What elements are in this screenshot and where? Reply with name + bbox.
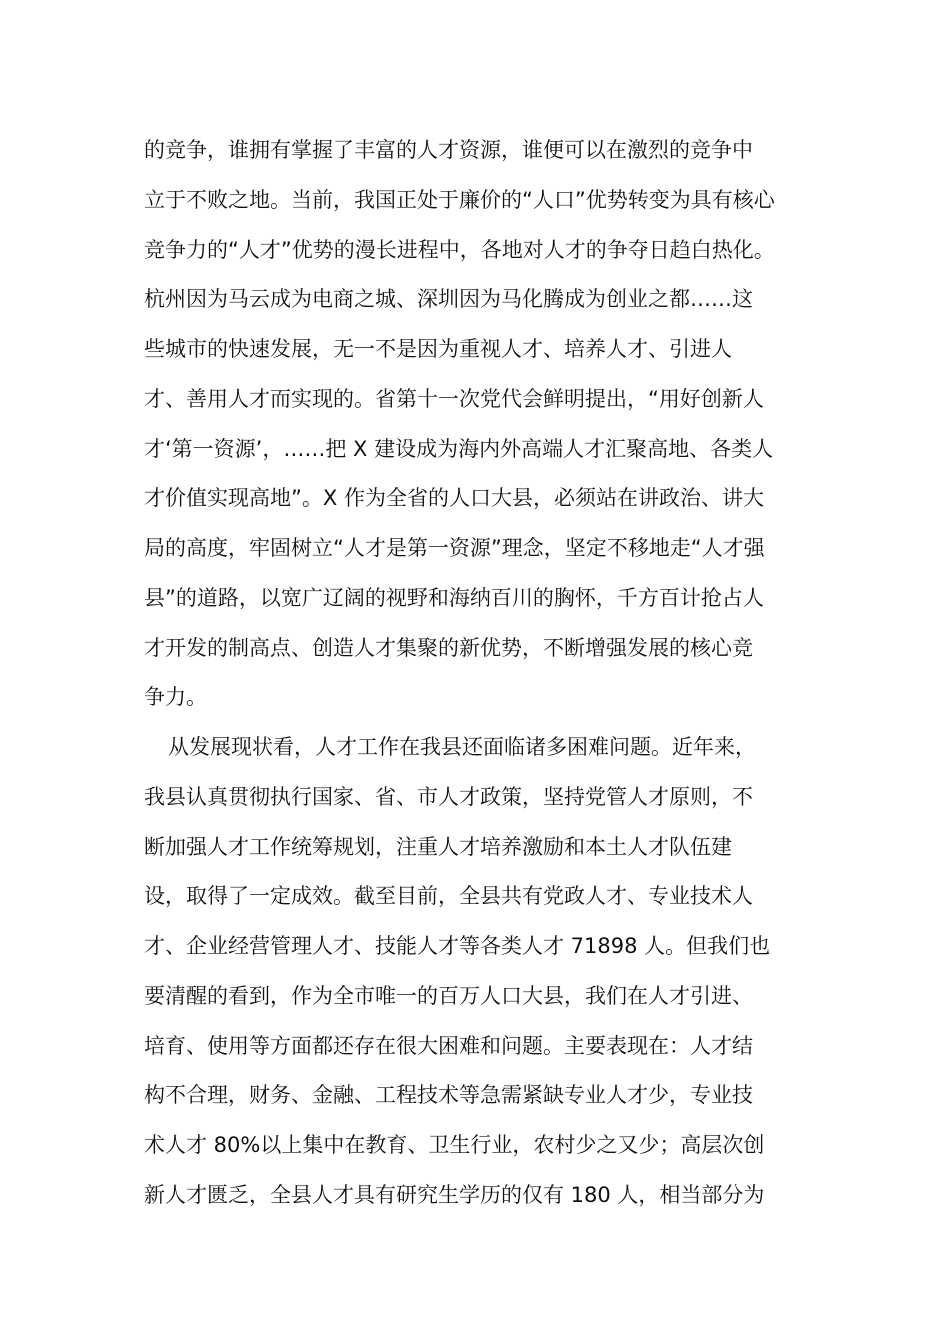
text-line: 些城市的快速发展，无一不是因为重视人才、培养人才、引进人 — [144, 337, 732, 361]
text-line: 从发展现状看，人才工作在我县还面临诸多困难问题。近年来， — [168, 735, 756, 759]
text-line: 局的高度，牢固树立“人才是第一资源”理念，坚定不移地走“人才强 — [144, 536, 765, 560]
text-line: 术人才 80%以上集中在教育、卫生行业，农村少之又少；高层次创 — [144, 1133, 765, 1157]
text-line: 的竞争，谁拥有掌握了丰富的人才资源，谁便可以在激烈的竞争中 — [144, 138, 753, 162]
text-line: 竞争力的“人才”优势的漫长进程中，各地对人才的争夺日趋白热化。 — [144, 237, 775, 262]
text-line: 断加强人才工作统筹规划，注重人才培养激励和本土人才队伍建 — [144, 834, 732, 859]
body-text — [144, 126, 808, 1221]
paragraph-2 — [144, 723, 808, 1221]
text-line: 才、企业经营管理人才、技能人才等各类人才 71898 人。但我们也 — [144, 934, 771, 958]
text-line: 才开发的制高点、创造人才集聚的新优势，不断增强发展的核心竞 — [144, 635, 753, 660]
text-line: 培育、使用等方面都还存在很大困难和问题。主要表现在：人才结 — [144, 1033, 753, 1058]
text-line: 才、善用人才而实现的。省第十一次党代会鲜明提出，“用好创新人 — [144, 386, 764, 411]
text-line: 立于不败之地。当前，我国正处于廉价的“人口”优势转变为具有核心 — [144, 187, 775, 212]
text-line: 设，取得了一定成效。截至目前，全县共有党政人才、专业技术人 — [144, 884, 753, 909]
text-line: 县”的道路，以宽广辽阔的视野和海纳百川的胸怀，千方百计抢占人 — [144, 585, 764, 610]
text-line: 才‘第一资源’，……把 X 建设成为海内外高端人才汇聚高地、各类人 — [144, 436, 774, 461]
paragraph-1 — [144, 126, 808, 723]
text-line: 争力。 — [144, 685, 207, 710]
text-line: 我县认真贯彻执行国家、省、市人才政策，坚持党管人才原则，不 — [144, 784, 753, 809]
text-line: 构不合理，财务、金融、工程技术等急需紧缺专业人才少，专业技 — [144, 1083, 753, 1108]
text-line: 新人才匮乏，全县人才具有研究生学历的仅有 180 人，相当部分为 — [144, 1182, 765, 1207]
text-line: 杭州因为马云成为电商之城、深圳因为马化腾成为创业之都……这 — [144, 287, 753, 312]
text-line: 要清醒的看到，作为全市唯一的百万人口大县，我们在人才引进、 — [144, 983, 753, 1008]
text-line: 才价值实现高地”。X 作为全省的人口大县，必须站在讲政治、讲大 — [144, 486, 764, 511]
